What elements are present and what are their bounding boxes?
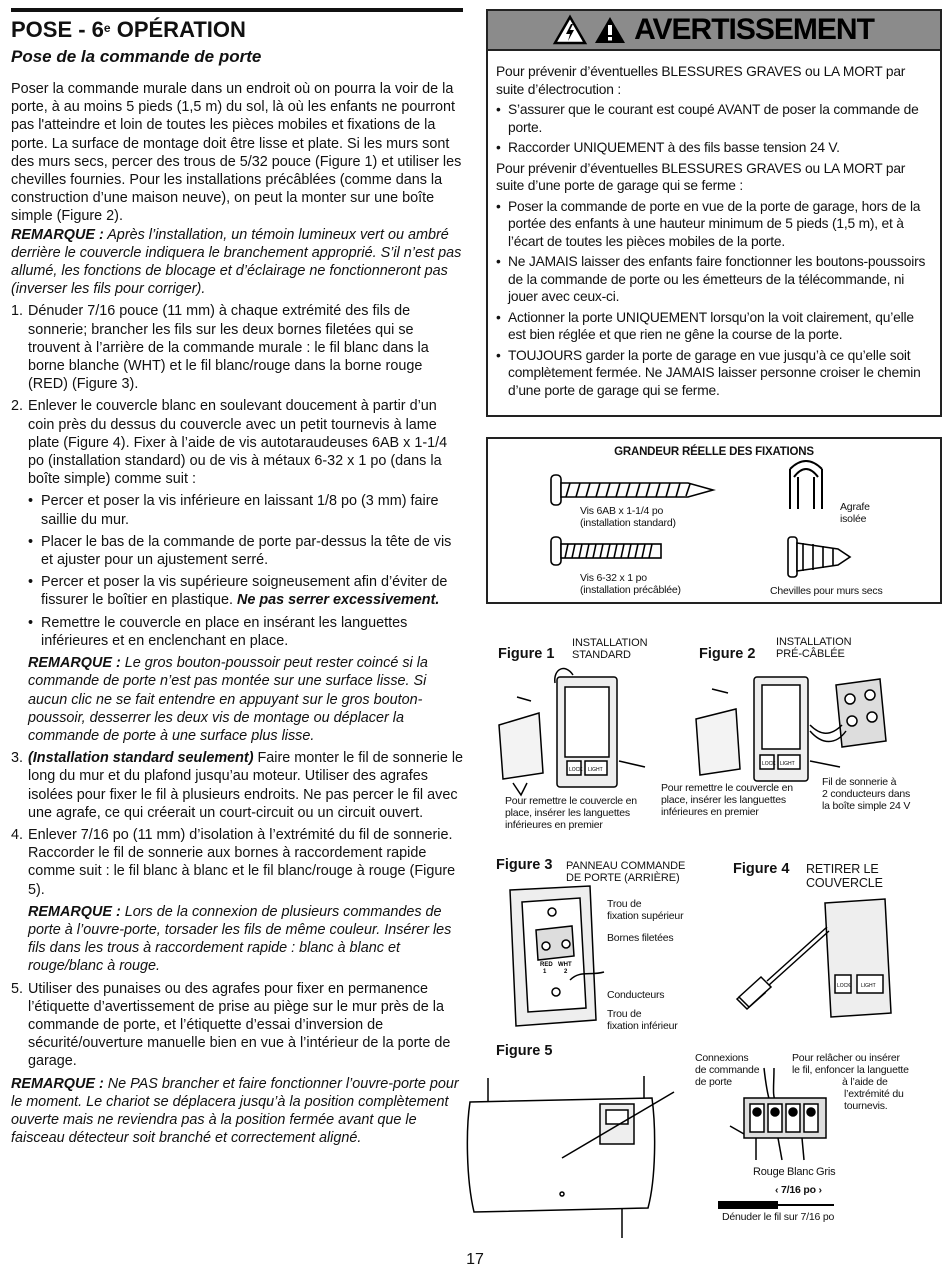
- list-item: • Percer et poser la vis supérieure soigneusement afin d’éviter de fissurer le boîtier en plastique. Ne pas serrer excessivement.: [28, 574, 448, 609]
- staple-label-b: isolée: [840, 513, 867, 525]
- wire-gray-label: Gris: [816, 1166, 836, 1178]
- insulated-staple-icon: [790, 461, 822, 509]
- section-title: POSE - 6e OPÉRATION: [11, 17, 246, 42]
- figure-2-label: Figure 2: [699, 646, 756, 662]
- anchor-label: Chevilles pour murs secs: [770, 585, 883, 597]
- figure-1-subtitle-b: STANDARD: [572, 649, 631, 661]
- screw2-label-b: (installation précâblée): [580, 584, 681, 596]
- lock-text: LOCK: [762, 761, 776, 767]
- figure-3-callout-4: Trou de fixation inférieur: [607, 1008, 678, 1032]
- final-note: REMARQUE : Ne PAS brancher et faire fonctionner l’ouvre-porte pour le moment. Le chariot se déplacera jusqu’à la position complètement ouverte mais ne reviendra pas à la position fermée avant que le faisceau détecteur soit branché et correctement aligné.: [11, 1075, 459, 1147]
- warning-intro-2: Pour prévenir d’éventuelles BLESSURES GRAVES ou LA MORT par suite d’une porte de garage qui se ferme :: [496, 160, 906, 193]
- light-text: LIGHT: [588, 767, 603, 773]
- figure-1-label: Figure 1: [498, 646, 555, 662]
- strip-caption: Dénuder le fil sur 7/16 po: [722, 1211, 835, 1223]
- fasteners-illustration: [488, 439, 944, 606]
- figure-3-callout-3: Conducteurs: [607, 989, 665, 1001]
- light-text: LIGHT: [861, 983, 876, 989]
- figure-4-label: Figure 4: [733, 861, 790, 877]
- figure-2-subtitle-b: PRÉ-CÂBLÉE: [776, 648, 845, 660]
- list-item: • TOUJOURS garder la porte de garage en vue jusqu’à ce qu’elle soit complètement fermée. Ne JAMAIS laisser personne croiser le chemin d’une porte de garage qui se ferme.: [496, 347, 921, 398]
- warning-intro-1: Pour prévenir d’éventuelles BLESSURES GRAVES ou LA MORT par suite d’électrocution :: [496, 64, 906, 97]
- figure-2-wire-caption: Fil de sonnerie à 2 conducteurs dans la boîte simple 24 V: [822, 776, 911, 812]
- figure-2-subtitle-a: INSTALLATION: [776, 636, 852, 648]
- wire-white-label: Blanc: [787, 1166, 814, 1178]
- list-item: • S’assurer que le courant est coupé AVANT de poser la commande de porte.: [496, 102, 919, 135]
- list-item: • Actionner la porte UNIQUEMENT lorsqu’on la voit clairement, qu’elle est bien réglée et que rien ne gêne la course de la porte.: [496, 309, 914, 342]
- step-4-note: REMARQUE : Lors de la connexion de plusieurs commandes de porte à l’ouvre-porte, torsader les fils de même couleur. Insérer les fils dans les trous à raccordement rapide : blanc à blanc et rouge/blanc à rouge.: [28, 903, 452, 975]
- fasteners-title: GRANDEUR RÉELLE DES FIXATIONS: [614, 446, 814, 458]
- note-paragraph: REMARQUE : Après l’installation, un témoin lumineux vert ou ambré derrière le couvercle indiquera le branchement approprié. S’il n’est pas allumé, les fonctions de blocage et d’éclairage ne fonctionneront pas (inverser les fils pour corriger).: [11, 226, 462, 298]
- figure-5-terminal-illustration: [730, 1066, 840, 1166]
- instructions-column: [11, 8, 465, 1147]
- strip-dimension: ‹ 7/16 po ›: [775, 1184, 822, 1196]
- figure-1-caption: Pour remettre le couvercle en place, insérer les languettes inférieures en premier: [505, 795, 637, 831]
- step-3: 3. (Installation standard seulement) Faire monter le fil de sonnerie le long du mur et du plafond jusqu’au moteur. Utiliser des agrafes isolées pour fixer le fil à plusieurs endroits. Ne pas percer le fil avec une agrafe, ce qui créerait un court-circuit ou un circuit ouvert.: [11, 750, 464, 821]
- step-1: 1. Dénuder 7/16 pouce (11 mm) à chaque extrémité des fils de sonnerie; brancher les fils sur les deux bornes filetées qui se trouvent à l’arrière de la commande murale : le fil blanc dans la borne blanche (WHT) et le fil blanc/rouge dans la borne rouge (RED) (Figure 3).: [11, 303, 429, 393]
- section-subtitle: Pose de la commande de porte: [11, 47, 262, 66]
- step-2-note: REMARQUE : Le gros bouton-poussoir peut rester coincé si la commande de porte n’est pas montée sur une surface lisse. Si aucun clic ne se fait entendre en appuyant sur le gros bouton-poussoir, desserrer les deux vis de montage ou déplacer la commande de porte à une surface plus lisse.: [28, 655, 428, 744]
- warning-title: AVERTISSEMENT: [634, 13, 874, 46]
- figure-3-label: Figure 3: [496, 857, 553, 873]
- terminal-1-text: 1: [543, 969, 547, 975]
- step-4: 4. Enlever 7/16 po (11 mm) d’isolation à l’extrémité du fil de sonnerie. Raccorder le fil de sonnerie aux bornes à raccordement rapide comme suit : le fil blanc à blanc et le fil blanc/rouge à rouge (Figure 5). REMARQUE : Lors de la connexion de plusieurs commandes de porte à l’ouvre-porte, torsader les fils de même couleur. Insérer les fils dans les trous à raccordement rapide : blanc à blanc et rouge/blanc à rouge.: [11, 826, 465, 976]
- intro-paragraph: Poser la commande murale dans un endroit où on pourra la voir de la porte, à au moins 5 pieds (1,5 m) du sol, là où les enfants ne pourront pas l'atteindre et loin de toutes les pièces mobiles et fixations de la porte. La surface de montage doit être lisse et plate. Si les murs sont des murs secs, percer des trous de 5/32 pouce (Figure 1) et utiliser les chevilles fournies. Pour les installations précâblées (comme dans la construction d’une maison neuve), on peut la monter sur une boîte simple (Figure 2).: [11, 81, 462, 225]
- page-number: 17: [466, 1251, 484, 1267]
- list-item: • Poser la commande de porte en vue de la porte de garage, hors de la portée des enfants à une hauteur minimum de 5 pieds (1,5 m), et à l’écart de toutes les pièces mobiles de la porte.: [496, 198, 921, 249]
- electric-shock-icon: [554, 15, 586, 45]
- figure-5-callout-2: Pour relâcher ou insérer le fil, enfoncer la languette à l’aide de l’extrémité du tournevis.: [792, 1052, 909, 1112]
- step-5: 5. Utiliser des punaises ou des agrafes pour fixer en permanence l’étiquette d’avertissement de prise au piège sur le mur près de la commande de porte, et l’étiquette d’essai d’inversion de sécurité/ouverture manuelle bien en vue à l’intérieur de la porte de garage.: [11, 980, 451, 1070]
- section-rule: [11, 8, 463, 12]
- wire-red-label: Rouge: [753, 1166, 785, 1178]
- figure-3-subtitle-a: PANNEAU COMMANDE: [566, 860, 686, 872]
- exclamation-icon: [594, 15, 626, 45]
- figure-1-illustration: [495, 665, 655, 795]
- list-item: • Ne JAMAIS laisser des enfants faire fonctionner les boutons-poussoirs de la commande de porte ou les émetteurs de la télécommande, ni jouer avec ceux-ci.: [496, 254, 926, 304]
- figure-3-subtitle-b: DE PORTE (ARRIÈRE): [566, 872, 680, 884]
- warning-header: [488, 11, 940, 51]
- step-2-bullets: [28, 492, 465, 650]
- screw1-label-b: (installation standard): [580, 517, 676, 529]
- lock-text: LOCK: [837, 983, 851, 989]
- figure-3-callout-1: Trou de fixation supérieur: [607, 898, 684, 922]
- drywall-anchor-icon: [788, 537, 850, 577]
- figure-3-callout-2: Bornes filetées: [607, 932, 674, 944]
- figure-5-callout-1: Connexions de commande de porte: [695, 1052, 760, 1088]
- figure-5-opener-illustration: [462, 1068, 672, 1238]
- wht-terminal-text: WHT: [558, 962, 572, 968]
- steps-list: [11, 302, 465, 1070]
- screw-6ab-icon: [551, 475, 713, 505]
- light-text: LIGHT: [780, 761, 795, 767]
- screw1-label-a: Vis 6AB x 1-1/4 po: [580, 505, 664, 517]
- figure-4-subtitle-b: COUVERCLE: [806, 876, 883, 890]
- lock-text: LOCK: [569, 767, 583, 773]
- list-item: • Remettre le couvercle en place en insérant les languettes inférieures et en enclenchant en place.: [28, 614, 408, 649]
- figure-5-label: Figure 5: [496, 1043, 553, 1059]
- list-item: • Raccorder UNIQUEMENT à des fils basse tension 24 V.: [496, 140, 840, 155]
- figure-1-subtitle-a: INSTALLATION: [572, 637, 648, 649]
- list-item: • Percer et poser la vis inférieure en laissant 1/8 po (3 mm) faire saillie du mur.: [28, 493, 439, 528]
- screw-6-32-icon: [551, 537, 661, 565]
- warning-body: [488, 51, 940, 399]
- red-terminal-text: RED: [540, 962, 553, 968]
- figure-4-subtitle-a: RETIRER LE: [806, 862, 879, 876]
- staple-label-a: Agrafe: [840, 501, 870, 513]
- terminal-2-text: 2: [564, 969, 568, 975]
- list-item: • Placer le bas de la commande de porte par-dessus la tête de vis et ajuster pour un ajustement serré.: [28, 533, 452, 569]
- figure-3-illustration: [500, 880, 610, 1030]
- fasteners-box: [486, 437, 942, 604]
- warning-box: [486, 9, 942, 417]
- figure-4-illustration: [735, 895, 905, 1025]
- figure-2-illustration: [690, 665, 940, 785]
- figure-2-caption: Pour remettre le couvercle en place, insérer les languettes inférieures en premier: [661, 782, 793, 818]
- screw2-label-a: Vis 6-32 x 1 po: [580, 572, 647, 584]
- step-2: 2. Enlever le couvercle blanc en soulevant doucement à partir d’un coin près du dessus du couvercle avec un petit tournevis à lame plate (Figure 4). Fixer à l’aide de vis autotaraudeuses 6AB x 1-1/4 po (installation standard) ou de vis à métaux 6-32 x 1 po (dans la boîte simple) comme suit : • Percer et poser la vis inférieure en laissant 1/8 po (3 mm) faire saillie du mur. • Placer le bas de la commande de porte par-dessus la tête de vis et ajuster pour un ajustement serré. • Percer et poser la vis supérieure soigneusement afin d’éviter de fissurer le boîtier en plastique. Ne pas serrer excessivement. • Remettre le couvercle en place en insérant les languettes inférieures et en enclenchant en place. REMARQUE : Le gros bouton-poussoir peut rester coincé si la commande de porte n’est pas montée sur une surface lisse. Si aucun clic ne se fait entendre en appuyant sur le gros bouton-poussoir, desserrer les deux vis de montage ou déplacer la commande de porte à une surface plus lisse.: [11, 397, 465, 745]
